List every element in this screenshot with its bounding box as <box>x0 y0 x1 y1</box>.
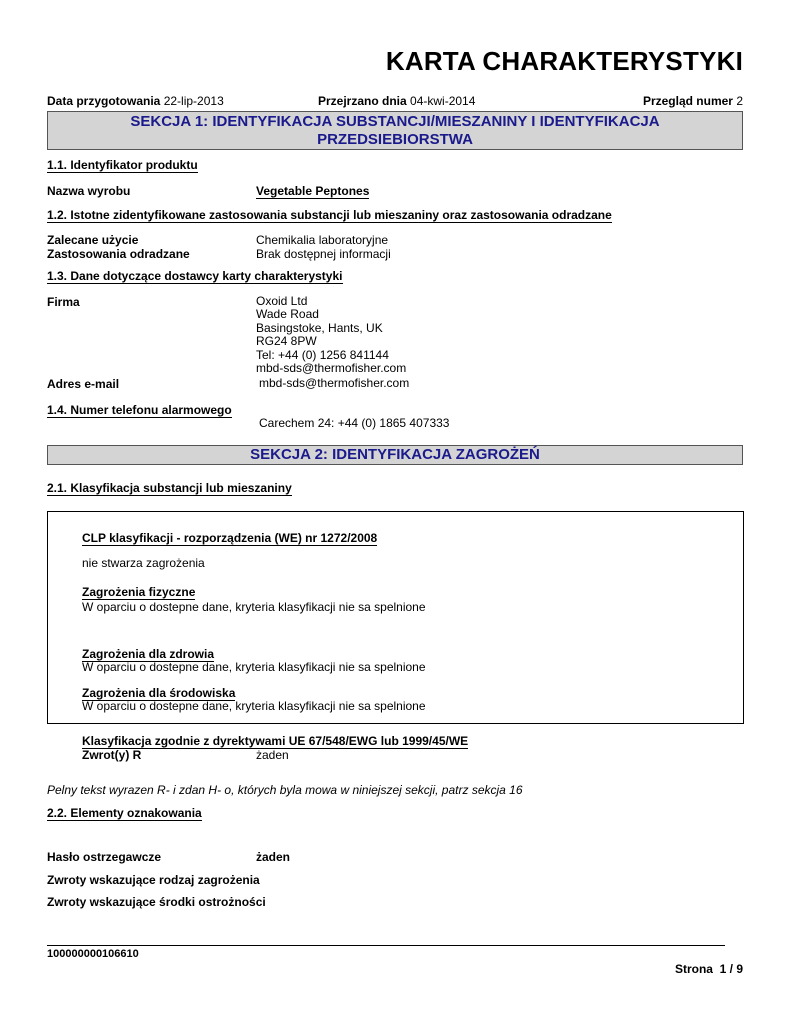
prep-date-label: Data przygotowania <box>47 94 161 108</box>
email-value: mbd-sds@thermofisher.com <box>259 376 410 390</box>
company-label: Firma <box>47 295 80 309</box>
env-hazards-title: Zagrożenia dla środowiska <box>82 686 236 700</box>
prep-date-value: 22-lip-2013 <box>163 94 224 108</box>
footer-divider <box>47 945 725 946</box>
r-phrases-label: Zwrot(y) R <box>82 748 142 762</box>
company-line: Wade Road <box>256 307 319 322</box>
subsection-1-3-title: 1.3. Dane dotyczące dostawcy karty charakterystyki <box>47 269 343 283</box>
revision-number <box>643 94 743 108</box>
physical-hazards-value: W oparciu o dostepne dane, kryteria klasyfikacji nie sa spelnione <box>82 600 426 614</box>
uses-advised-against-value: Brak dostępnej informacji <box>256 247 391 261</box>
subsection-1-4-title: 1.4. Numer telefonu alarmowego <box>47 403 232 417</box>
r-phrases-value: żaden <box>256 748 289 762</box>
clp-value: nie stwarza zagrożenia <box>82 556 205 570</box>
revision-number-label: Przegląd numer <box>642 94 733 108</box>
section1-heading <box>47 111 743 150</box>
revised-date-label: Przejrzano dnia <box>318 94 407 108</box>
email-label: Adres e-mail <box>47 377 120 391</box>
section2-heading: SEKCJA 2: IDENTYFIKACJA ZAGROŻEŃ <box>47 445 743 465</box>
product-name-label: Nazwa wyrobu <box>47 184 131 198</box>
env-hazards-value: W oparciu o dostepne dane, kryteria klasyfikacji nie sa spelnione <box>82 699 426 713</box>
subsection-2-2-title: 2.2. Elementy oznakowania <box>47 806 202 820</box>
revised-date <box>318 94 475 108</box>
physical-hazards-title: Zagrożenia fizyczne <box>82 585 196 599</box>
signal-word-label: Hasło ostrzegawcze <box>47 850 162 864</box>
revision-number-value: 2 <box>736 94 743 108</box>
company-line: Oxoid Ltd <box>256 294 308 308</box>
subsection-1-1-title: 1.1. Identyfikator produktu <box>47 158 198 172</box>
signal-word-value: żaden <box>256 850 291 864</box>
page-label: Strona <box>674 962 713 976</box>
company-line: mbd-sds@thermofisher.com <box>256 361 407 376</box>
directive-title: Klasyfikacja zgodnie z dyrektywami UE 67/548/EWG lub 1999/45/WE <box>82 734 469 748</box>
prep-date <box>47 94 224 108</box>
subsection-2-1-title: 2.1. Klasyfikacja substancji lub mieszaniny <box>47 481 292 495</box>
precautionary-statements-label: Zwroty wskazujące środki ostrożności <box>47 895 266 909</box>
health-hazards-value: W oparciu o dostepne dane, kryteria klasyfikacji nie sa spelnione <box>82 660 426 674</box>
health-hazards-title: Zagrożenia dla zdrowia <box>82 647 215 661</box>
hazard-statements-label: Zwroty wskazujące rodzaj zagrożenia <box>47 873 260 887</box>
subsection-1-2-title: 1.2. Istotne zidentyfikowane zastosowania substancji lub mieszaniny oraz zastosowania odradzane <box>47 208 612 222</box>
uses-advised-against-label: Zastosowania odradzane <box>47 247 190 261</box>
company-line: Basingstoke, Hants, UK <box>256 320 383 335</box>
page-number <box>675 962 743 976</box>
recommended-use-value: Chemikalia laboratoryjne <box>256 233 389 247</box>
product-name-value: Vegetable Peptones <box>256 184 370 198</box>
clp-title: CLP klasyfikacji - rozporządzenia (WE) nr 1272/2008 <box>82 531 378 545</box>
company-line: Tel: +44 (0) 1256 841144 <box>256 347 389 362</box>
section1-heading-line2: PRZEDSIEBIORSTWA <box>317 131 473 148</box>
document-number: 100000000106610 <box>47 948 139 960</box>
fulltext-note: Pelny tekst wyrazen R- i zdan H- o, których byla mowa w niniejszej sekcji, patrz sekcja 16 <box>47 783 523 797</box>
company-line: RG24 8PW <box>256 334 317 349</box>
company-address <box>256 295 406 375</box>
recommended-use-label: Zalecane użycie <box>47 233 139 247</box>
section1-heading-line1: SEKCJA 1: IDENTYFIKACJA SUBSTANCJI/MIESZANINY I IDENTYFIKACJA <box>130 113 660 130</box>
document-title: KARTA CHARAKTERYSTYKI <box>385 46 743 76</box>
emergency-phone-value: Carechem 24: +44 (0) 1865 407333 <box>259 416 450 430</box>
page-value: 1 / 9 <box>719 962 743 976</box>
revised-date-value: 04-kwi-2014 <box>410 94 476 108</box>
